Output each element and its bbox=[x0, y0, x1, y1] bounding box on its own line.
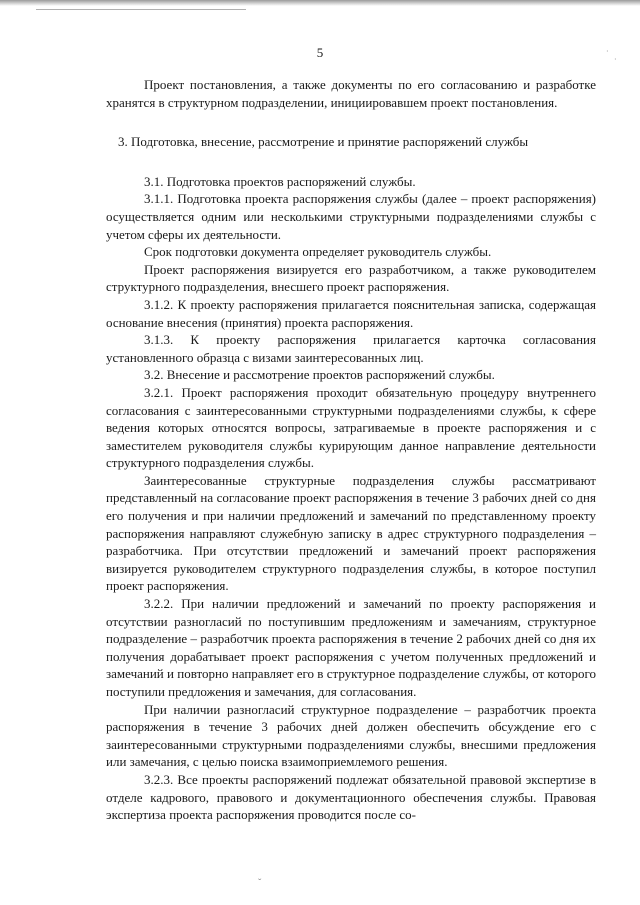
scan-speck: · bbox=[606, 47, 609, 56]
paragraph-deadline: Срок подготовки документа определяет руководитель службы. bbox=[144, 244, 492, 260]
scan-artifact-line bbox=[36, 9, 246, 10]
paragraph-3-1-2: 3.1.2. К проекту распоряжения прилагается пояснительная записка, содержащая основание внесения (принятия) проекта распоряжения. bbox=[106, 296, 596, 330]
scan-top-edge bbox=[0, 0, 640, 6]
document-body bbox=[106, 76, 596, 824]
scan-bottom-mark: ˇ bbox=[258, 878, 262, 889]
section-heading-3: 3. Подготовка, внесение, рассмотрение и принятие распоряжений службы bbox=[118, 134, 529, 150]
paragraph-disagreements: При наличии разногласий структурное подразделение – разработчик проекта распоряжения в течение 3 рабочих дней должен обеспечить обсуждение его с заинтересованными структурными подразделениями службы, внесшими предложения или замечания, с целью поиска взаимоприемлемого решения. bbox=[106, 701, 596, 770]
paragraph-3-1-1: 3.1.1. Подготовка проекта распоряжения службы (далее – проект распоряжения) осуществляется одним или несколькими структурными подразделениями службы с учетом сферы их деятельности. bbox=[106, 191, 596, 242]
paragraph-3-1: 3.1. Подготовка проектов распоряжений службы. bbox=[144, 173, 416, 189]
page-number: 5 bbox=[316, 45, 324, 60]
paragraph-approval: Проект распоряжения визируется его разработчиком, а также руководителем структурного подразделения, внесшего проект распоряжения. bbox=[106, 261, 596, 295]
scan-speck: · bbox=[614, 55, 617, 64]
paragraph-3-1-3: 3.1.3. К проекту распоряжения прилагается карточка согласования установленного образца с визами заинтересованных лиц. bbox=[106, 332, 596, 365]
paragraph-interested-units: Заинтересованные структурные подразделения службы рассматривают представленный на согласование проект распоряжения в течение 3 рабочих дней со дня его получения и при наличии предложений и замечаний по представленному проекту распоряжения направляют служебную записку в адрес структурного подразделения – разработчика. При отсутствии предложений и замечаний проект распоряжения визируется руководителем структурного подразделения службы, в которое поступил проект распоряжения. bbox=[106, 472, 596, 594]
paragraph-3-2-3: 3.2.3. Все проекты распоряжений подлежат обязательной правовой экспертизе в отделе кадрового, правового и документационного обеспечения службы. Правовая экспертиза проекта распоряжения проводится после со- bbox=[106, 771, 596, 823]
paragraph-3-2-2: 3.2.2. При наличии предложений и замечаний по проекту распоряжения и отсутствии разногласий по поступившим предложениям и замечаниям, структурное подразделение – разработчик проекта распоряжения в течение 2 рабочих дней со дня их получения дорабатывает проект распоряжения с учетом полученных предложений и замечаний и повторно направляет его в структурное подразделение службы, от которого поступили предложения и замечания, для согласования. bbox=[106, 596, 596, 699]
paragraph-3-2: 3.2. Внесение и рассмотрение проектов распоряжений службы. bbox=[144, 367, 495, 383]
paragraph-project-storage: Проект постановления, а также документы по его согласованию и разработке хранятся в структурном подразделении, инициировавшем проект постановления. bbox=[106, 77, 596, 110]
paragraph-3-2-1: 3.2.1. Проект распоряжения проходит обязательную процедуру внутреннего согласования с заинтересованными структурными подразделениями службы, к сфере ведения которых относятся вопросы, затрагиваемые в проекте распоряжения и с заместителем руководителя службы курирующим данное направление деятельности структурного подразделения службы. bbox=[106, 384, 596, 471]
